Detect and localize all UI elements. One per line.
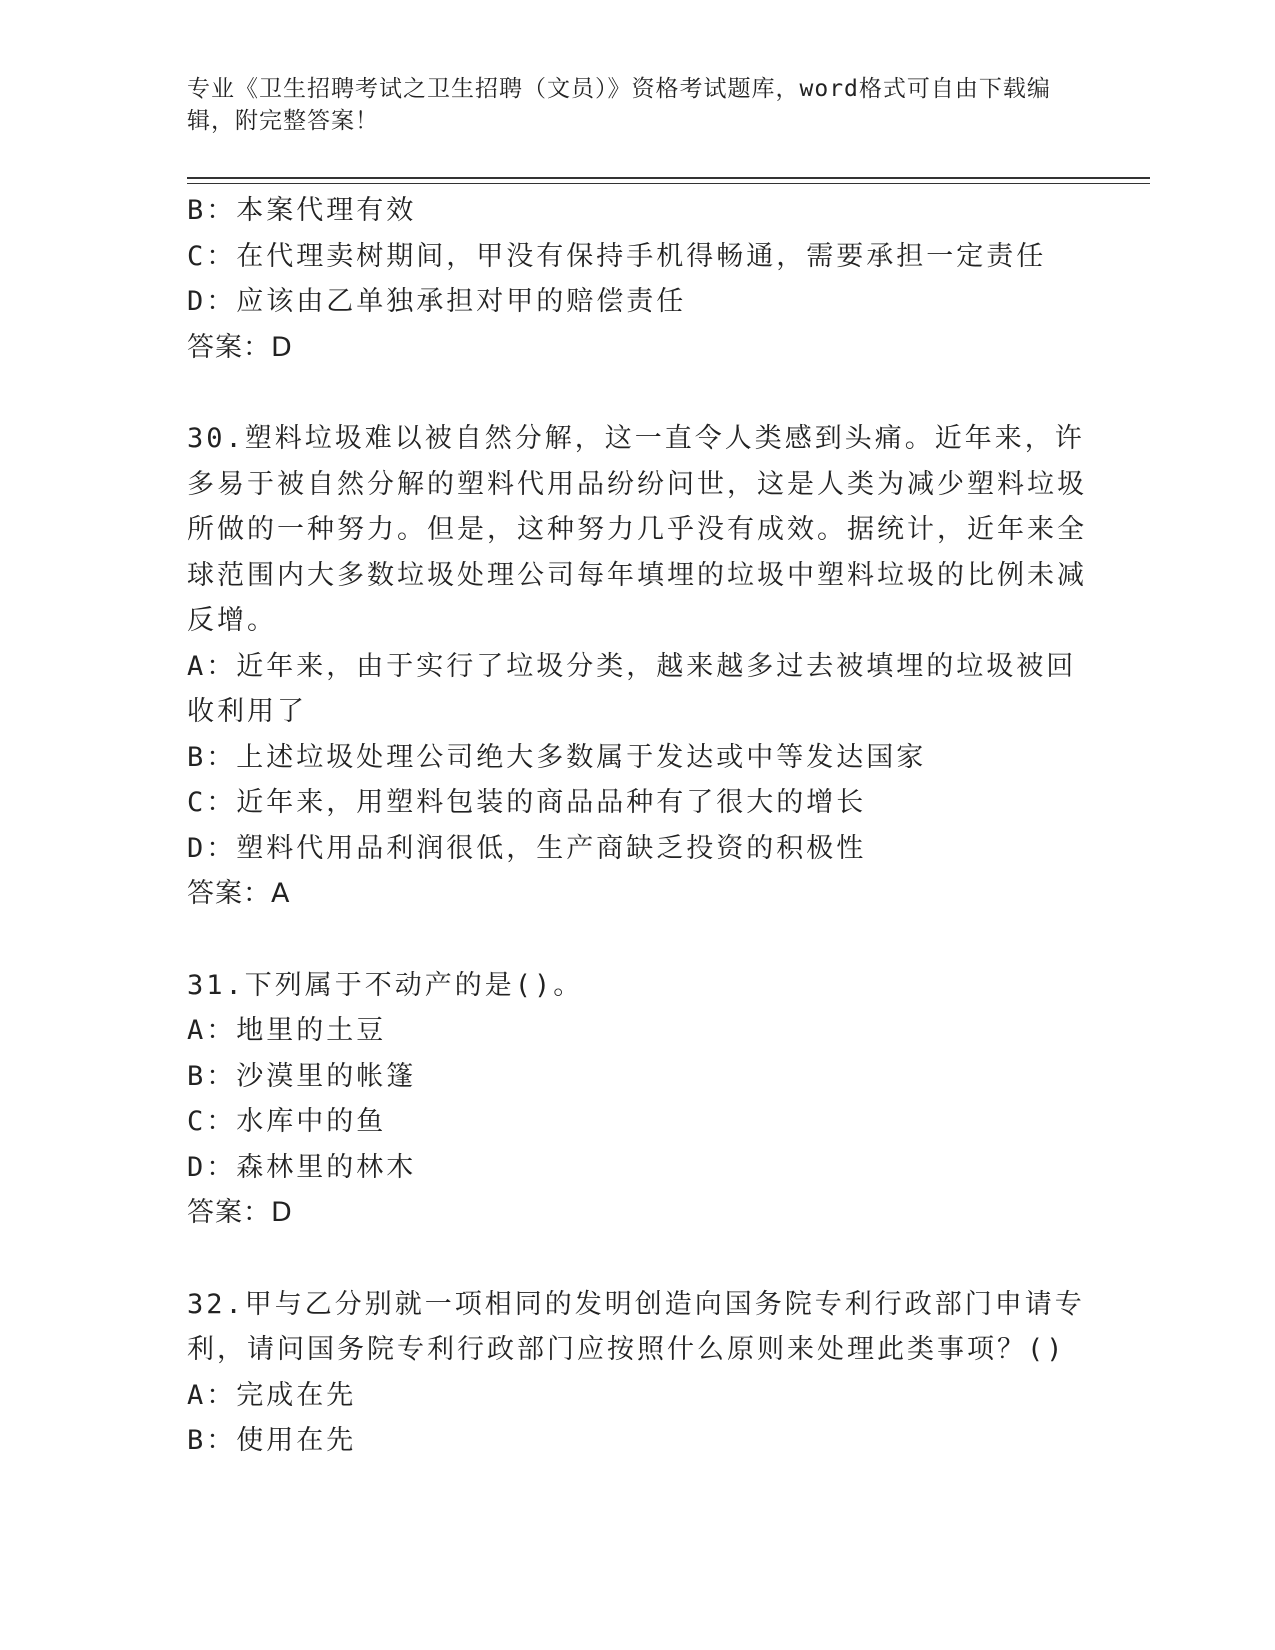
option-c: C：在代理卖树期间，甲没有保持手机得畅通，需要承担一定责任 [187,240,1047,272]
question-30-stem: 30.塑料垃圾难以被自然分解，这一直令人类感到头痛。近年来，许多易于被自然分解的塑料代用品纷纷问世，这是人类为减少塑料垃圾所做的一种努力。但是，这种努力几乎没有成效。据统计，近年来全球范围内大多数垃圾处理公司每年填埋的垃圾中塑料垃圾的比例未减反增。 [187,423,1087,636]
question-30-option-d: D：塑料代用品利润很低，生产商缺乏投资的积极性 [187,832,867,864]
question-spacer [187,1236,1087,1282]
question-31-option-b: B：沙漠里的帐篷 [187,1060,417,1092]
question-32-option-a: A：完成在先 [187,1379,357,1411]
question-30-answer: 答案：A [187,878,291,909]
question-32-option-b: B：使用在先 [187,1425,357,1456]
question-30-option-b: B：上述垃圾处理公司绝大多数属于发达或中等发达国家 [187,741,927,773]
question-content [187,188,1087,1464]
question-spacer [187,917,1087,963]
question-30-option-a: A：近年来，由于实行了垃圾分类，越来越多过去被填埋的垃圾被回收利用了 [187,650,1077,727]
option-b: B：本案代理有效 [187,195,417,226]
question-32-stem: 32.甲与乙分别就一项相同的发明创造向国务院专利行政部门申请专利，请问国务院专利行政部门应按照什么原则来处理此类事项？() [187,1288,1085,1365]
question-30-option-c: C：近年来，用塑料包装的商品品种有了很大的增长 [187,787,867,818]
question-31-answer: 答案：D [187,1197,293,1228]
header-divider-thin [187,183,1150,184]
header-divider-thick [187,177,1150,179]
question-31-option-d: D：森林里的林木 [187,1151,417,1183]
question-31-option-c: C：水库中的鱼 [187,1106,387,1137]
document-header: 专业《卫生招聘考试之卫生招聘（文员）》资格考试题库，word格式可自由下载编辑，附完整答案！ [187,76,1051,134]
answer-line: 答案：D [187,331,293,363]
question-31-stem: 31.下列属于不动产的是()。 [187,969,584,1001]
option-d: D：应该由乙单独承担对甲的赔偿责任 [187,286,687,317]
question-spacer [187,370,1087,416]
question-31-option-a: A：地里的土豆 [187,1015,387,1046]
